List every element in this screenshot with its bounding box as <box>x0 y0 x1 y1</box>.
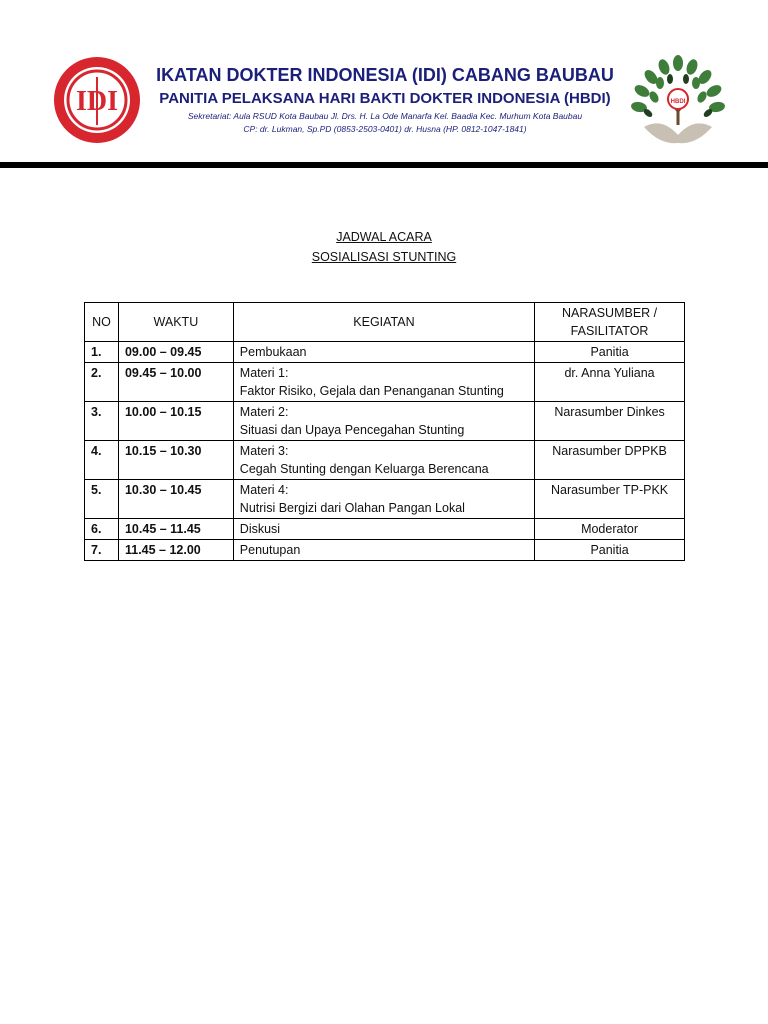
row-speaker: Panitia <box>535 540 685 561</box>
idi-logo-icon <box>52 55 142 145</box>
activity-title: Materi 2: <box>239 405 289 419</box>
header-speaker-line1: NARASUMBER / <box>561 306 658 320</box>
committee-name: PANITIA PELAKSANA HARI BAKTI DOKTER INDONESIA (HBDI) <box>159 90 611 107</box>
row-speaker: Moderator <box>535 519 685 540</box>
idi-logo-text: IDI <box>75 86 119 117</box>
row-activity <box>233 342 534 363</box>
schedule-body <box>85 342 685 561</box>
activity-detail: Faktor Risiko, Gejala dan Penanganan Stunting <box>239 384 504 398</box>
document-title-block <box>0 227 768 267</box>
row-activity <box>233 540 534 561</box>
activity-detail: Nutrisi Bergizi dari Olahan Pangan Lokal <box>239 501 465 515</box>
row-no: 6. <box>85 519 119 540</box>
table-row <box>85 342 685 363</box>
activity-title: Materi 4: <box>239 483 289 497</box>
header-activity: KEGIATAN <box>233 303 534 342</box>
row-no: 2. <box>85 363 119 402</box>
row-activity <box>233 402 534 441</box>
secretariat-address: Sekretariat: Aula RSUD Kota Baubau Jl. Drs. H. La Ode Manarfa Kel. Baadia Kec. Murhum Kota Baubau <box>187 111 583 121</box>
row-time: 10.00 – 10.15 <box>118 402 233 441</box>
row-no: 5. <box>85 480 119 519</box>
letterhead-divider <box>0 162 768 168</box>
table-row <box>85 441 685 480</box>
table-row <box>85 540 685 561</box>
activity-detail: Situasi dan Upaya Pencegahan Stunting <box>239 423 465 437</box>
header-speaker-line2: FASILITATOR <box>570 324 649 338</box>
org-name: IKATAN DOKTER INDONESIA (IDI) CABANG BAUBAU <box>156 65 614 85</box>
row-time: 10.45 – 11.45 <box>118 519 233 540</box>
row-no: 4. <box>85 441 119 480</box>
header-no: NO <box>85 303 119 342</box>
row-speaker: Narasumber TP-PKK <box>535 480 685 519</box>
table-row <box>85 363 685 402</box>
activity-title: Diskusi <box>239 522 281 536</box>
document-title: JADWAL ACARA <box>336 230 432 244</box>
document-subtitle: SOSIALISASI STUNTING <box>311 250 457 264</box>
hbdi-logo-text: HBDI <box>670 99 686 105</box>
header-time: WAKTU <box>118 303 233 342</box>
row-time: 09.00 – 09.45 <box>118 342 233 363</box>
row-speaker: Panitia <box>535 342 685 363</box>
row-speaker: Narasumber Dinkes <box>535 402 685 441</box>
row-time: 09.45 – 10.00 <box>118 363 233 402</box>
row-speaker: dr. Anna Yuliana <box>535 363 685 402</box>
letterhead-text <box>150 62 620 136</box>
row-no: 3. <box>85 402 119 441</box>
table-row <box>85 480 685 519</box>
header-speaker <box>535 303 685 342</box>
activity-title: Pembukaan <box>239 345 307 359</box>
table-header-row <box>85 303 685 342</box>
row-activity <box>233 441 534 480</box>
hbdi-tree-logo-icon <box>624 55 732 147</box>
row-activity <box>233 363 534 402</box>
row-time: 10.30 – 10.45 <box>118 480 233 519</box>
activity-title: Materi 1: <box>239 366 289 380</box>
table-row <box>85 519 685 540</box>
activity-detail: Cegah Stunting dengan Keluarga Berencana <box>239 462 489 476</box>
contact-persons: CP: dr. Lukman, Sp.PD (0853-2503-0401) dr. Husna (HP. 0812-1047-1841) <box>243 124 527 134</box>
activity-title: Penutupan <box>239 543 301 557</box>
row-activity <box>233 519 534 540</box>
letterhead <box>0 0 768 172</box>
activity-title: Materi 3: <box>239 444 289 458</box>
row-time: 11.45 – 12.00 <box>118 540 233 561</box>
row-no: 1. <box>85 342 119 363</box>
schedule-table <box>84 302 685 561</box>
row-speaker: Narasumber DPPKB <box>535 441 685 480</box>
row-no: 7. <box>85 540 119 561</box>
row-activity <box>233 480 534 519</box>
row-time: 10.15 – 10.30 <box>118 441 233 480</box>
table-row <box>85 402 685 441</box>
